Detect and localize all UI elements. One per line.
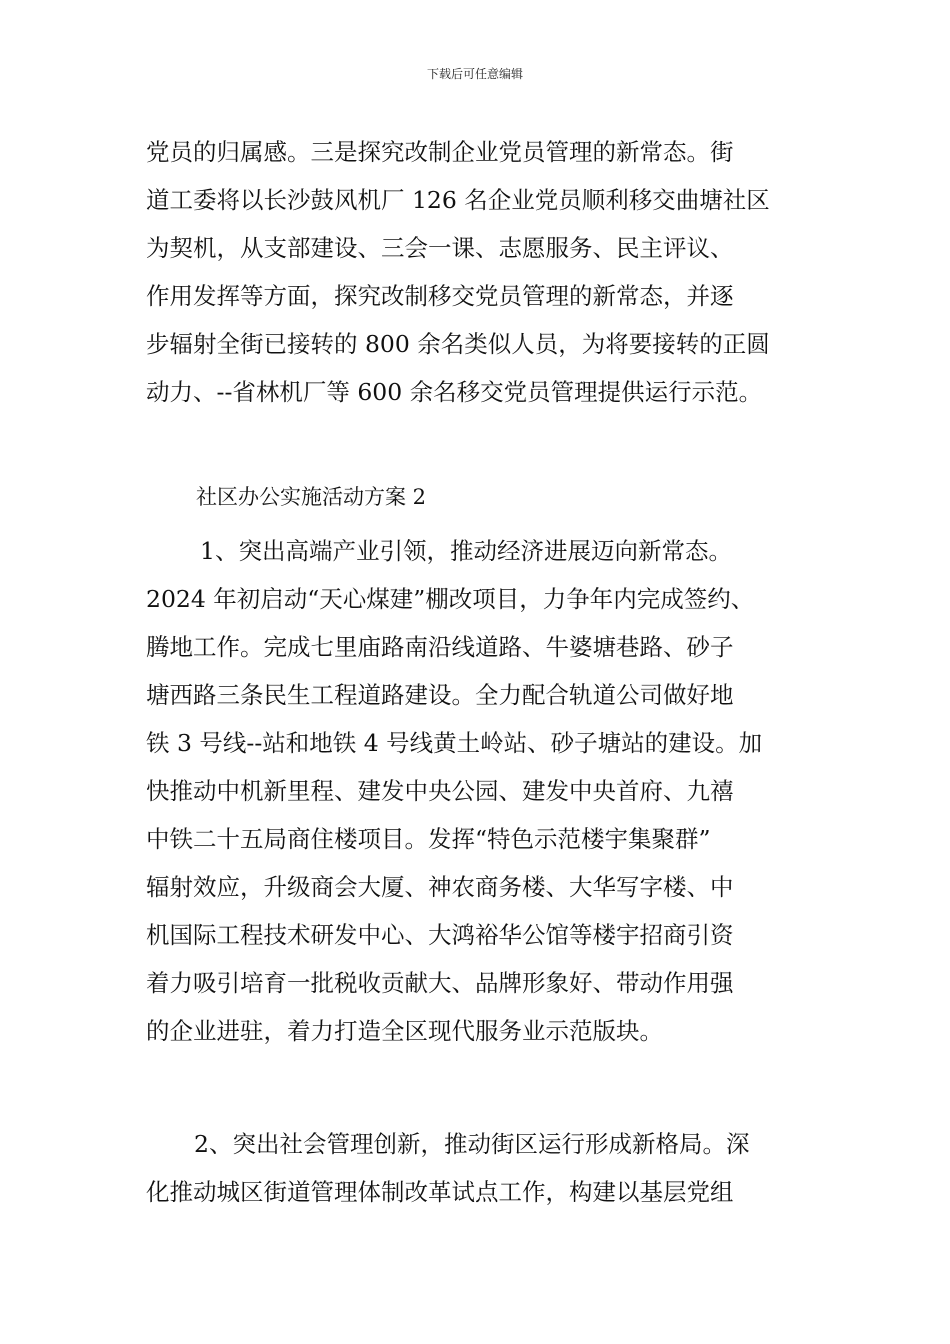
paragraph-line: 为契机，从支部建设、三会一课、志愿服务、民主评议、	[146, 234, 734, 262]
paragraph-2	[146, 527, 816, 1055]
paragraph-line: 化推动城区街道管理体制改革试点工作，构建以基层党组	[146, 1178, 734, 1206]
paragraph-line: 动力、--省林机厂等 600 余名移交党员管理提供运行示范。	[146, 378, 763, 406]
paragraph-3	[146, 1120, 816, 1216]
paragraph-line: 快推动中机新里程、建发中央公园、建发中央首府、九禧	[146, 777, 734, 805]
paragraph-1	[146, 128, 816, 416]
page-header: 下载后可任意编辑	[426, 67, 523, 81]
paragraph-line: 1、突出高端产业引领，推动经济进展迈向新常态。	[200, 537, 732, 565]
paragraph-line: 铁 3 号线--站和地铁 4 号线黄土岭站、砂子塘站的建设。加	[146, 729, 763, 757]
paragraph-line: 的企业进驻，着力打造全区现代服务业示范版块。	[146, 1017, 663, 1045]
paragraph-line: 2、突出社会管理创新，推动街区运行形成新格局。深	[194, 1130, 750, 1158]
paragraph-line: 腾地工作。完成七里庙路南沿线道路、牛婆塘巷路、砂子	[146, 633, 734, 661]
paragraph-line: 塘西路三条民生工程道路建设。全力配合轨道公司做好地	[146, 681, 734, 709]
paragraph-line: 道工委将以长沙鼓风机厂 126 名企业党员顺利移交曲塘社区	[146, 186, 770, 214]
paragraph-line: 辐射效应，升级商会大厦、神农商务楼、大华写字楼、中	[146, 873, 734, 901]
paragraph-line: 作用发挥等方面，探究改制移交党员管理的新常态，并逐	[146, 282, 734, 310]
paragraph-line: 中铁二十五局商住楼项目。发挥“特色示范楼宇集聚群”	[146, 825, 711, 853]
section-heading: 社区办公实施活动方案 2	[196, 485, 427, 509]
paragraph-line: 2024 年初启动“天心煤建”棚改项目，力争年内完成签约、	[146, 585, 755, 613]
paragraph-line: 机国际工程技术研发中心、大鸿裕华公馆等楼宇招商引资	[146, 921, 734, 949]
paragraph-line: 着力吸引培育一批税收贡献大、品牌形象好、带动作用强	[146, 969, 734, 997]
paragraph-line: 步辐射全街已接转的 800 余名类似人员，为将要接转的正圆	[146, 330, 770, 358]
paragraph-line: 党员的归属感。三是探究改制企业党员管理的新常态。街	[146, 138, 734, 166]
